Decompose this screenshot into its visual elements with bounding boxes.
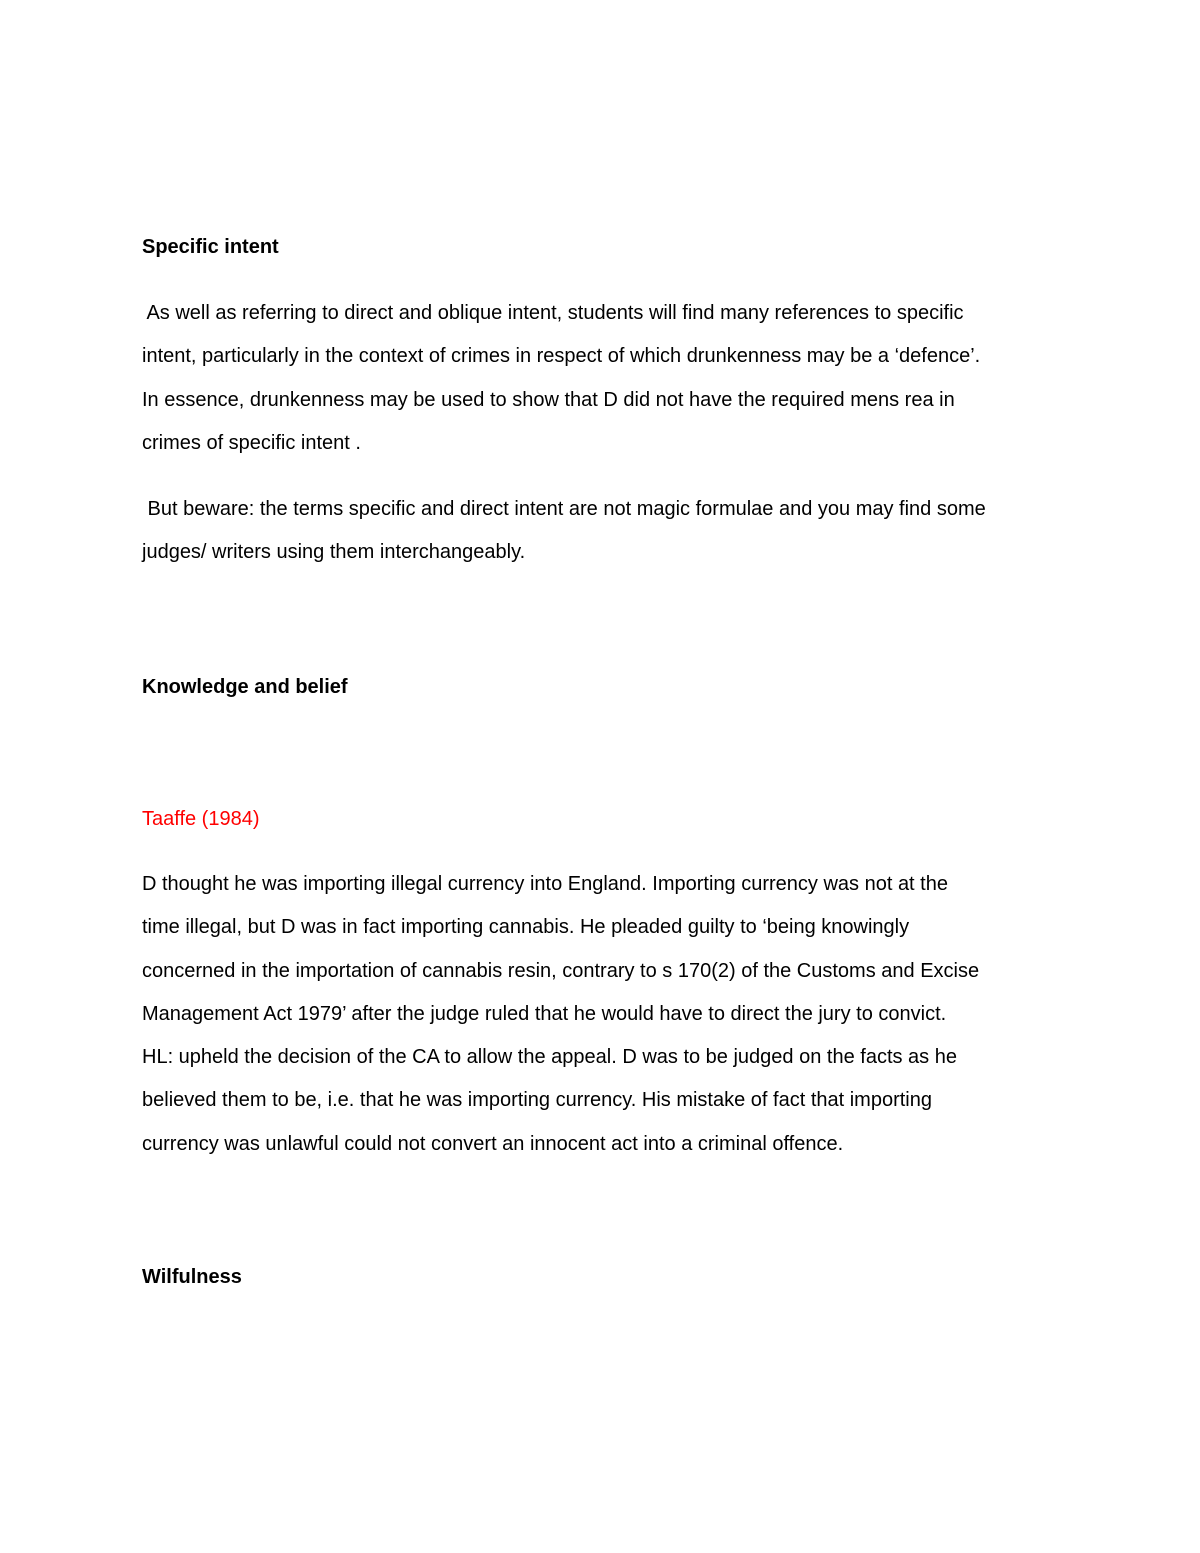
text-line: As well as referring to direct and oblique intent, students will find many references to specific [142, 302, 964, 324]
text-line: crimes of specific intent . [142, 431, 361, 454]
text-line: Management Act 1979’ after the judge ruled that he would have to direct the jury to convict. [142, 1002, 947, 1025]
text-line: D thought he was importing illegal currency into England. Importing currency was not at the [142, 873, 948, 895]
text-line: currency was unlawful could not convert an innocent act into a criminal offence. [142, 1132, 844, 1155]
paragraph-specific-intent-1 [142, 292, 1072, 465]
text-line: believed them to be, i.e. that he was importing currency. His mistake of fact that importing [142, 1089, 932, 1112]
text-line: judges/ writers using them interchangeably. [142, 541, 526, 564]
text-line: HL: upheld the decision of the CA to allow the appeal. D was to be judged on the facts as he [142, 1046, 957, 1069]
paragraph-specific-intent-2 [142, 488, 1072, 575]
heading-specific-intent: Specific intent [142, 236, 279, 258]
heading-knowledge-and-belief: Knowledge and belief [142, 676, 348, 698]
case-title-taaffe: Taaffe (1984) [142, 808, 260, 830]
text-line: In essence, drunkenness may be used to show that D did not have the required mens rea in [142, 388, 955, 411]
text-line: concerned in the importation of cannabis resin, contrary to s 170(2) of the Customs and Excise [142, 959, 980, 982]
text-line: time illegal, but D was in fact importing cannabis. He pleaded guilty to ‘being knowingly [142, 916, 910, 939]
paragraph-taaffe [142, 863, 1072, 1166]
text-line: intent, particularly in the context of crimes in respect of which drunkenness may be a ‘defence’. [142, 345, 981, 368]
text-line: But beware: the terms specific and direct intent are not magic formulae and you may find some [142, 498, 986, 520]
heading-wilfulness: Wilfulness [142, 1266, 242, 1288]
